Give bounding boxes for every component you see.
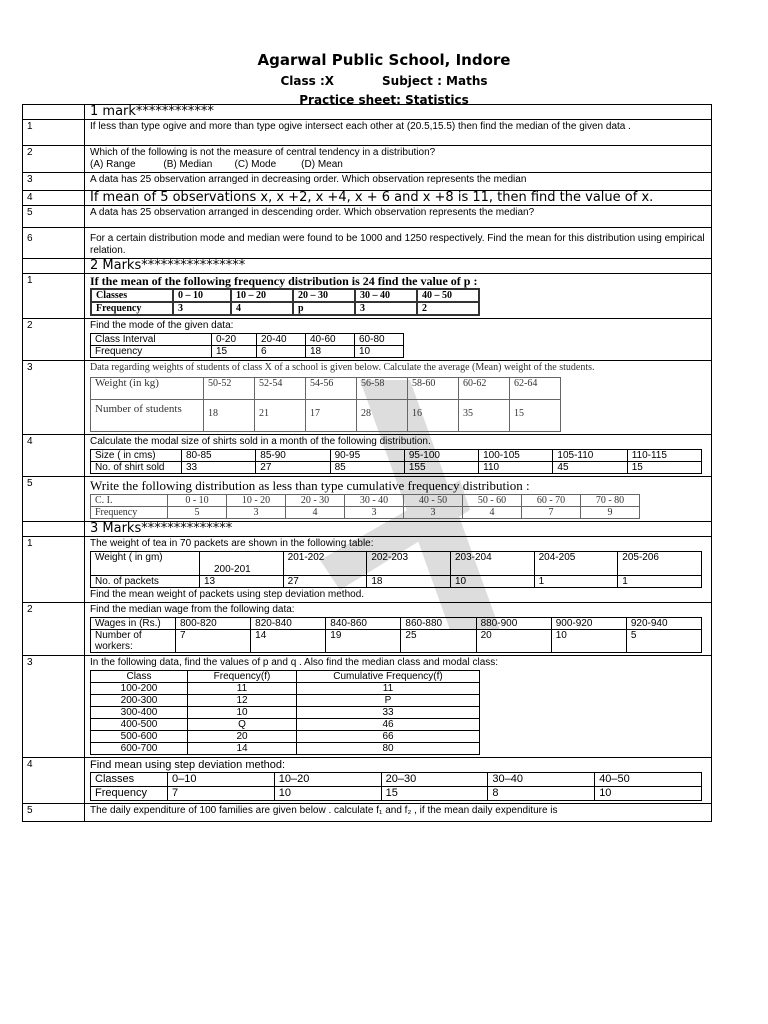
question-number: 3 bbox=[23, 173, 85, 191]
table-cell: Weight (in kg) bbox=[91, 378, 204, 400]
data-table bbox=[90, 449, 702, 474]
table-cell: 600-700 bbox=[91, 743, 188, 755]
table-cell: 9 bbox=[581, 507, 640, 519]
question-number: 5 bbox=[23, 477, 85, 522]
table-cell: C. I. bbox=[91, 495, 168, 507]
table-cell-label: Weight ( in gm) bbox=[95, 552, 163, 563]
question-number: 2 bbox=[23, 319, 85, 361]
question-number: 1 bbox=[23, 120, 85, 146]
table-cell: 5 bbox=[626, 630, 701, 653]
table-cell: 2 bbox=[417, 302, 479, 315]
question-row bbox=[23, 804, 712, 822]
table-row bbox=[91, 787, 702, 801]
question-text: A data has 25 observation arranged in decreasing order. Which observation represents the median bbox=[85, 173, 712, 191]
table-cell: 35 bbox=[459, 400, 510, 432]
question-row bbox=[23, 120, 712, 146]
table-cell: 40 - 50 bbox=[404, 495, 463, 507]
question-row bbox=[23, 206, 712, 228]
table-cell: Q bbox=[188, 719, 297, 731]
question-row bbox=[23, 537, 712, 603]
table-cell: Cumulative Frequency(f) bbox=[297, 671, 480, 683]
table-cell: 4 bbox=[463, 507, 522, 519]
table-cell: 52-54 bbox=[255, 378, 306, 400]
table-cell: 100-200 bbox=[91, 683, 188, 695]
table-cell: 880-900 bbox=[476, 618, 551, 630]
question-text: The daily expenditure of 100 families are given below . calculate f₁ and f₂ , if the mean daily expenditure is bbox=[85, 804, 712, 822]
table-cell: Frequency bbox=[91, 507, 168, 519]
question-table bbox=[22, 104, 712, 822]
data-table bbox=[90, 494, 640, 519]
data-table bbox=[90, 617, 702, 653]
table-cell: 25 bbox=[401, 630, 476, 653]
table-cell: 40–50 bbox=[595, 773, 702, 787]
table-cell: 20 – 30 bbox=[293, 289, 355, 302]
table-cell: 28 bbox=[357, 400, 408, 432]
table-cell: 155 bbox=[404, 462, 478, 474]
table-cell: 15 bbox=[212, 346, 257, 358]
table-row bbox=[91, 695, 480, 707]
table-cell: 30 - 40 bbox=[345, 495, 404, 507]
table-cell: 12 bbox=[188, 695, 297, 707]
table-cell: 3 bbox=[355, 302, 417, 315]
table-cell: Frequency bbox=[91, 787, 168, 801]
question-row bbox=[23, 274, 712, 319]
table-row bbox=[91, 346, 404, 358]
table-cell: 110-115 bbox=[627, 450, 701, 462]
table-cell: 205-206 bbox=[618, 552, 702, 576]
table-row bbox=[91, 334, 404, 346]
table-cell: 16 bbox=[408, 400, 459, 432]
table-cell: 860-880 bbox=[401, 618, 476, 630]
table-cell: No. of packets bbox=[91, 576, 200, 588]
table-cell: 10 bbox=[551, 630, 626, 653]
table-row bbox=[91, 683, 480, 695]
table-cell: 10 bbox=[355, 346, 404, 358]
table-cell: 85-90 bbox=[256, 450, 330, 462]
table-cell: 10 bbox=[595, 787, 702, 801]
question-options: (A) Range (B) Median (C) Mode (D) Mean bbox=[90, 159, 343, 170]
table-cell: Frequency bbox=[91, 346, 212, 358]
table-cell: 14 bbox=[188, 743, 297, 755]
table-cell: 500-600 bbox=[91, 731, 188, 743]
table-cell: 820-840 bbox=[251, 618, 326, 630]
table-cell: 10–20 bbox=[274, 773, 381, 787]
table-cell: 70 - 80 bbox=[581, 495, 640, 507]
question-number: 4 bbox=[23, 758, 85, 804]
question-number: 3 bbox=[23, 361, 85, 435]
class-label: Class :X bbox=[280, 74, 335, 88]
question-number: 5 bbox=[23, 206, 85, 228]
table-cell: 14 bbox=[251, 630, 326, 653]
table-cell: 400-500 bbox=[91, 719, 188, 731]
table-cell: Classes bbox=[91, 773, 168, 787]
question-text: For a certain distribution mode and median were found to be 1000 and 1250 respectively. Find the mean for this distribution using empirical relation. bbox=[85, 228, 712, 259]
table-row bbox=[91, 450, 702, 462]
data-table bbox=[90, 670, 480, 755]
table-cell: 17 bbox=[306, 400, 357, 432]
table-cell: Frequency(f) bbox=[188, 671, 297, 683]
table-cell: 15 bbox=[381, 787, 488, 801]
table-row bbox=[91, 630, 702, 653]
table-cell: Class bbox=[91, 671, 188, 683]
question-text: If less than type ogive and more than type ogive intersect each other at (20.5,15.5) then find the median of the given data . bbox=[85, 120, 712, 146]
question-text: Find the mode of the given data: bbox=[90, 320, 234, 331]
table-cell: 0–10 bbox=[168, 773, 275, 787]
school-name: Agarwal Public School, Indore bbox=[257, 51, 511, 69]
table-cell: Wages in (Rs.) bbox=[91, 618, 176, 630]
question-text: The weight of tea in 70 packets are shown in the following table: bbox=[90, 538, 374, 549]
table-cell: 27 bbox=[256, 462, 330, 474]
table-cell: 15 bbox=[510, 400, 561, 432]
table-cell: 200-300 bbox=[91, 695, 188, 707]
table-cell: 202-203 bbox=[367, 552, 451, 576]
table-row bbox=[91, 400, 561, 432]
table-cell: p bbox=[293, 302, 355, 315]
table-cell: 30 – 40 bbox=[355, 289, 417, 302]
table-cell: 85 bbox=[330, 462, 404, 474]
table-cell: Size ( in cms) bbox=[91, 450, 182, 462]
class-subject-line bbox=[0, 72, 768, 91]
question-text: Write the following distribution as less than type cumulative frequency distribution : bbox=[90, 478, 530, 493]
table-row bbox=[91, 302, 479, 315]
table-row bbox=[91, 576, 702, 588]
table-cell: 20 bbox=[476, 630, 551, 653]
question-row bbox=[23, 477, 712, 522]
table-cell: 18 bbox=[306, 346, 355, 358]
table-cell: 95-100 bbox=[404, 450, 478, 462]
table-row bbox=[91, 462, 702, 474]
data-table bbox=[90, 551, 702, 588]
table-cell: P bbox=[297, 695, 480, 707]
table-cell: 18 bbox=[204, 400, 255, 432]
table-row bbox=[91, 719, 480, 731]
table-cell: 58-60 bbox=[408, 378, 459, 400]
question-number: 4 bbox=[23, 191, 85, 206]
table-cell: 840-860 bbox=[326, 618, 401, 630]
table-cell: 110 bbox=[479, 462, 553, 474]
table-row bbox=[91, 618, 702, 630]
table-cell: 27 bbox=[283, 576, 367, 588]
table-cell: 62-64 bbox=[510, 378, 561, 400]
question-row bbox=[23, 191, 712, 206]
section-row bbox=[23, 259, 712, 274]
table-cell: 7 bbox=[522, 507, 581, 519]
table-cell-label: 200-201 bbox=[214, 564, 251, 575]
table-cell bbox=[91, 552, 200, 576]
table-cell: 1 bbox=[534, 576, 618, 588]
table-cell: 50 - 60 bbox=[463, 495, 522, 507]
table-cell: 203-204 bbox=[450, 552, 534, 576]
table-row bbox=[91, 671, 480, 683]
table-cell: 20 - 30 bbox=[286, 495, 345, 507]
table-cell: 4 bbox=[231, 302, 293, 315]
table-cell: 201-202 bbox=[283, 552, 367, 576]
table-cell: Number of workers: bbox=[91, 630, 176, 653]
table-cell: 60-80 bbox=[355, 334, 404, 346]
table-cell: 20 bbox=[188, 731, 297, 743]
table-row bbox=[91, 378, 561, 400]
table-cell: Class Interval bbox=[91, 334, 212, 346]
table-cell: No. of shirt sold bbox=[91, 462, 182, 474]
table-cell bbox=[200, 552, 284, 576]
document-header bbox=[0, 48, 768, 110]
data-table bbox=[90, 288, 480, 316]
question-text: Data regarding weights of students of class X of a school is given below. Calculate the average (Mean) weight of the students. bbox=[90, 362, 595, 373]
table-cell: 0-20 bbox=[212, 334, 257, 346]
table-cell: 15 bbox=[627, 462, 701, 474]
table-cell: 100-105 bbox=[479, 450, 553, 462]
table-cell: 10 bbox=[450, 576, 534, 588]
table-cell: 3 bbox=[227, 507, 286, 519]
question-row bbox=[23, 228, 712, 259]
table-cell: 21 bbox=[255, 400, 306, 432]
table-row bbox=[91, 507, 640, 519]
table-cell: 80 bbox=[297, 743, 480, 755]
question-number: 2 bbox=[23, 146, 85, 173]
question-row bbox=[23, 319, 712, 361]
section-row bbox=[23, 105, 712, 120]
table-cell: 90-95 bbox=[330, 450, 404, 462]
table-cell: 900-920 bbox=[551, 618, 626, 630]
question-row bbox=[23, 173, 712, 191]
question-number: 1 bbox=[23, 274, 85, 319]
question-text: If the mean of the following frequency distribution is 24 find the value of p : bbox=[90, 274, 478, 288]
table-cell: 105-110 bbox=[553, 450, 627, 462]
table-cell: 920-940 bbox=[626, 618, 701, 630]
section-3-marks: 3 Marks************** bbox=[85, 522, 712, 537]
question-text: Which of the following is not the measure of central tendency in a distribution? bbox=[90, 147, 436, 158]
question-text: In the following data, find the values of p and q . Also find the median class and modal class: bbox=[90, 657, 499, 668]
table-cell: 3 bbox=[404, 507, 463, 519]
table-cell: 10 – 20 bbox=[231, 289, 293, 302]
table-cell: 800-820 bbox=[176, 618, 251, 630]
table-cell: 45 bbox=[553, 462, 627, 474]
table-cell: 46 bbox=[297, 719, 480, 731]
table-cell: 80-85 bbox=[182, 450, 256, 462]
question-text: A data has 25 observation arranged in descending order. Which observation represents the median? bbox=[85, 206, 712, 228]
question-row bbox=[23, 435, 712, 477]
section-2-marks: 2 Marks**************** bbox=[85, 259, 712, 274]
table-cell: 5 bbox=[168, 507, 227, 519]
table-row bbox=[91, 743, 480, 755]
table-cell: 3 bbox=[173, 302, 231, 315]
sheet-title: Practice sheet: Statistics bbox=[299, 93, 469, 107]
question-row bbox=[23, 146, 712, 173]
table-cell: 56-58 bbox=[357, 378, 408, 400]
question-row bbox=[23, 758, 712, 804]
table-cell: 40 – 50 bbox=[417, 289, 479, 302]
table-cell: 10 - 20 bbox=[227, 495, 286, 507]
table-cell: 66 bbox=[297, 731, 480, 743]
table-cell: 11 bbox=[188, 683, 297, 695]
section-row bbox=[23, 522, 712, 537]
table-cell: Frequency bbox=[91, 302, 173, 315]
table-cell: 30–40 bbox=[488, 773, 595, 787]
table-cell: 8 bbox=[488, 787, 595, 801]
table-cell: 6 bbox=[257, 346, 306, 358]
table-cell: 50-52 bbox=[204, 378, 255, 400]
subject-label: Subject : Maths bbox=[382, 74, 488, 88]
question-text: If mean of 5 observations x, x +2, x +4, x + 6 and x +8 is 11, then find the value of x. bbox=[85, 191, 712, 206]
question-text: Find the median wage from the following data: bbox=[90, 604, 295, 615]
table-cell: 20-40 bbox=[257, 334, 306, 346]
data-table bbox=[90, 377, 561, 432]
table-cell: 11 bbox=[297, 683, 480, 695]
question-number: 3 bbox=[23, 656, 85, 758]
question-number: 6 bbox=[23, 228, 85, 259]
table-row bbox=[91, 731, 480, 743]
table-cell: 1 bbox=[618, 576, 702, 588]
table-row bbox=[91, 707, 480, 719]
table-cell: 40-60 bbox=[306, 334, 355, 346]
table-row bbox=[91, 289, 479, 302]
table-cell: 60-62 bbox=[459, 378, 510, 400]
question-number: 1 bbox=[23, 537, 85, 603]
table-cell: 20–30 bbox=[381, 773, 488, 787]
question-row bbox=[23, 361, 712, 435]
table-cell: Classes bbox=[91, 289, 173, 302]
table-cell: 204-205 bbox=[534, 552, 618, 576]
table-cell: 7 bbox=[168, 787, 275, 801]
table-cell: 54-56 bbox=[306, 378, 357, 400]
question-instruction: Find the mean weight of packets using step deviation method. bbox=[90, 589, 365, 600]
table-cell: 7 bbox=[176, 630, 251, 653]
table-cell: 10 bbox=[274, 787, 381, 801]
table-cell: 13 bbox=[200, 576, 284, 588]
table-cell: 33 bbox=[182, 462, 256, 474]
question-number: 5 bbox=[23, 804, 85, 822]
question-text: Find mean using step deviation method: bbox=[90, 759, 286, 771]
table-cell: 33 bbox=[297, 707, 480, 719]
table-cell: 19 bbox=[326, 630, 401, 653]
table-row bbox=[91, 495, 640, 507]
question-row bbox=[23, 603, 712, 656]
table-row bbox=[91, 552, 702, 576]
table-cell: 3 bbox=[345, 507, 404, 519]
question-number: 2 bbox=[23, 603, 85, 656]
question-number: 4 bbox=[23, 435, 85, 477]
table-cell: 0 - 10 bbox=[168, 495, 227, 507]
table-cell: 10 bbox=[188, 707, 297, 719]
table-row bbox=[91, 773, 702, 787]
section-1-mark: 1 mark************ bbox=[85, 105, 712, 120]
table-cell: 0 – 10 bbox=[173, 289, 231, 302]
table-cell: 60 - 70 bbox=[522, 495, 581, 507]
question-text: Calculate the modal size of shirts sold in a month of the following distribution. bbox=[90, 436, 431, 447]
table-cell: Number of students bbox=[91, 400, 204, 432]
data-table bbox=[90, 333, 404, 358]
table-cell: 300-400 bbox=[91, 707, 188, 719]
data-table bbox=[90, 772, 702, 801]
table-cell: 4 bbox=[286, 507, 345, 519]
table-cell: 18 bbox=[367, 576, 451, 588]
question-row bbox=[23, 656, 712, 758]
